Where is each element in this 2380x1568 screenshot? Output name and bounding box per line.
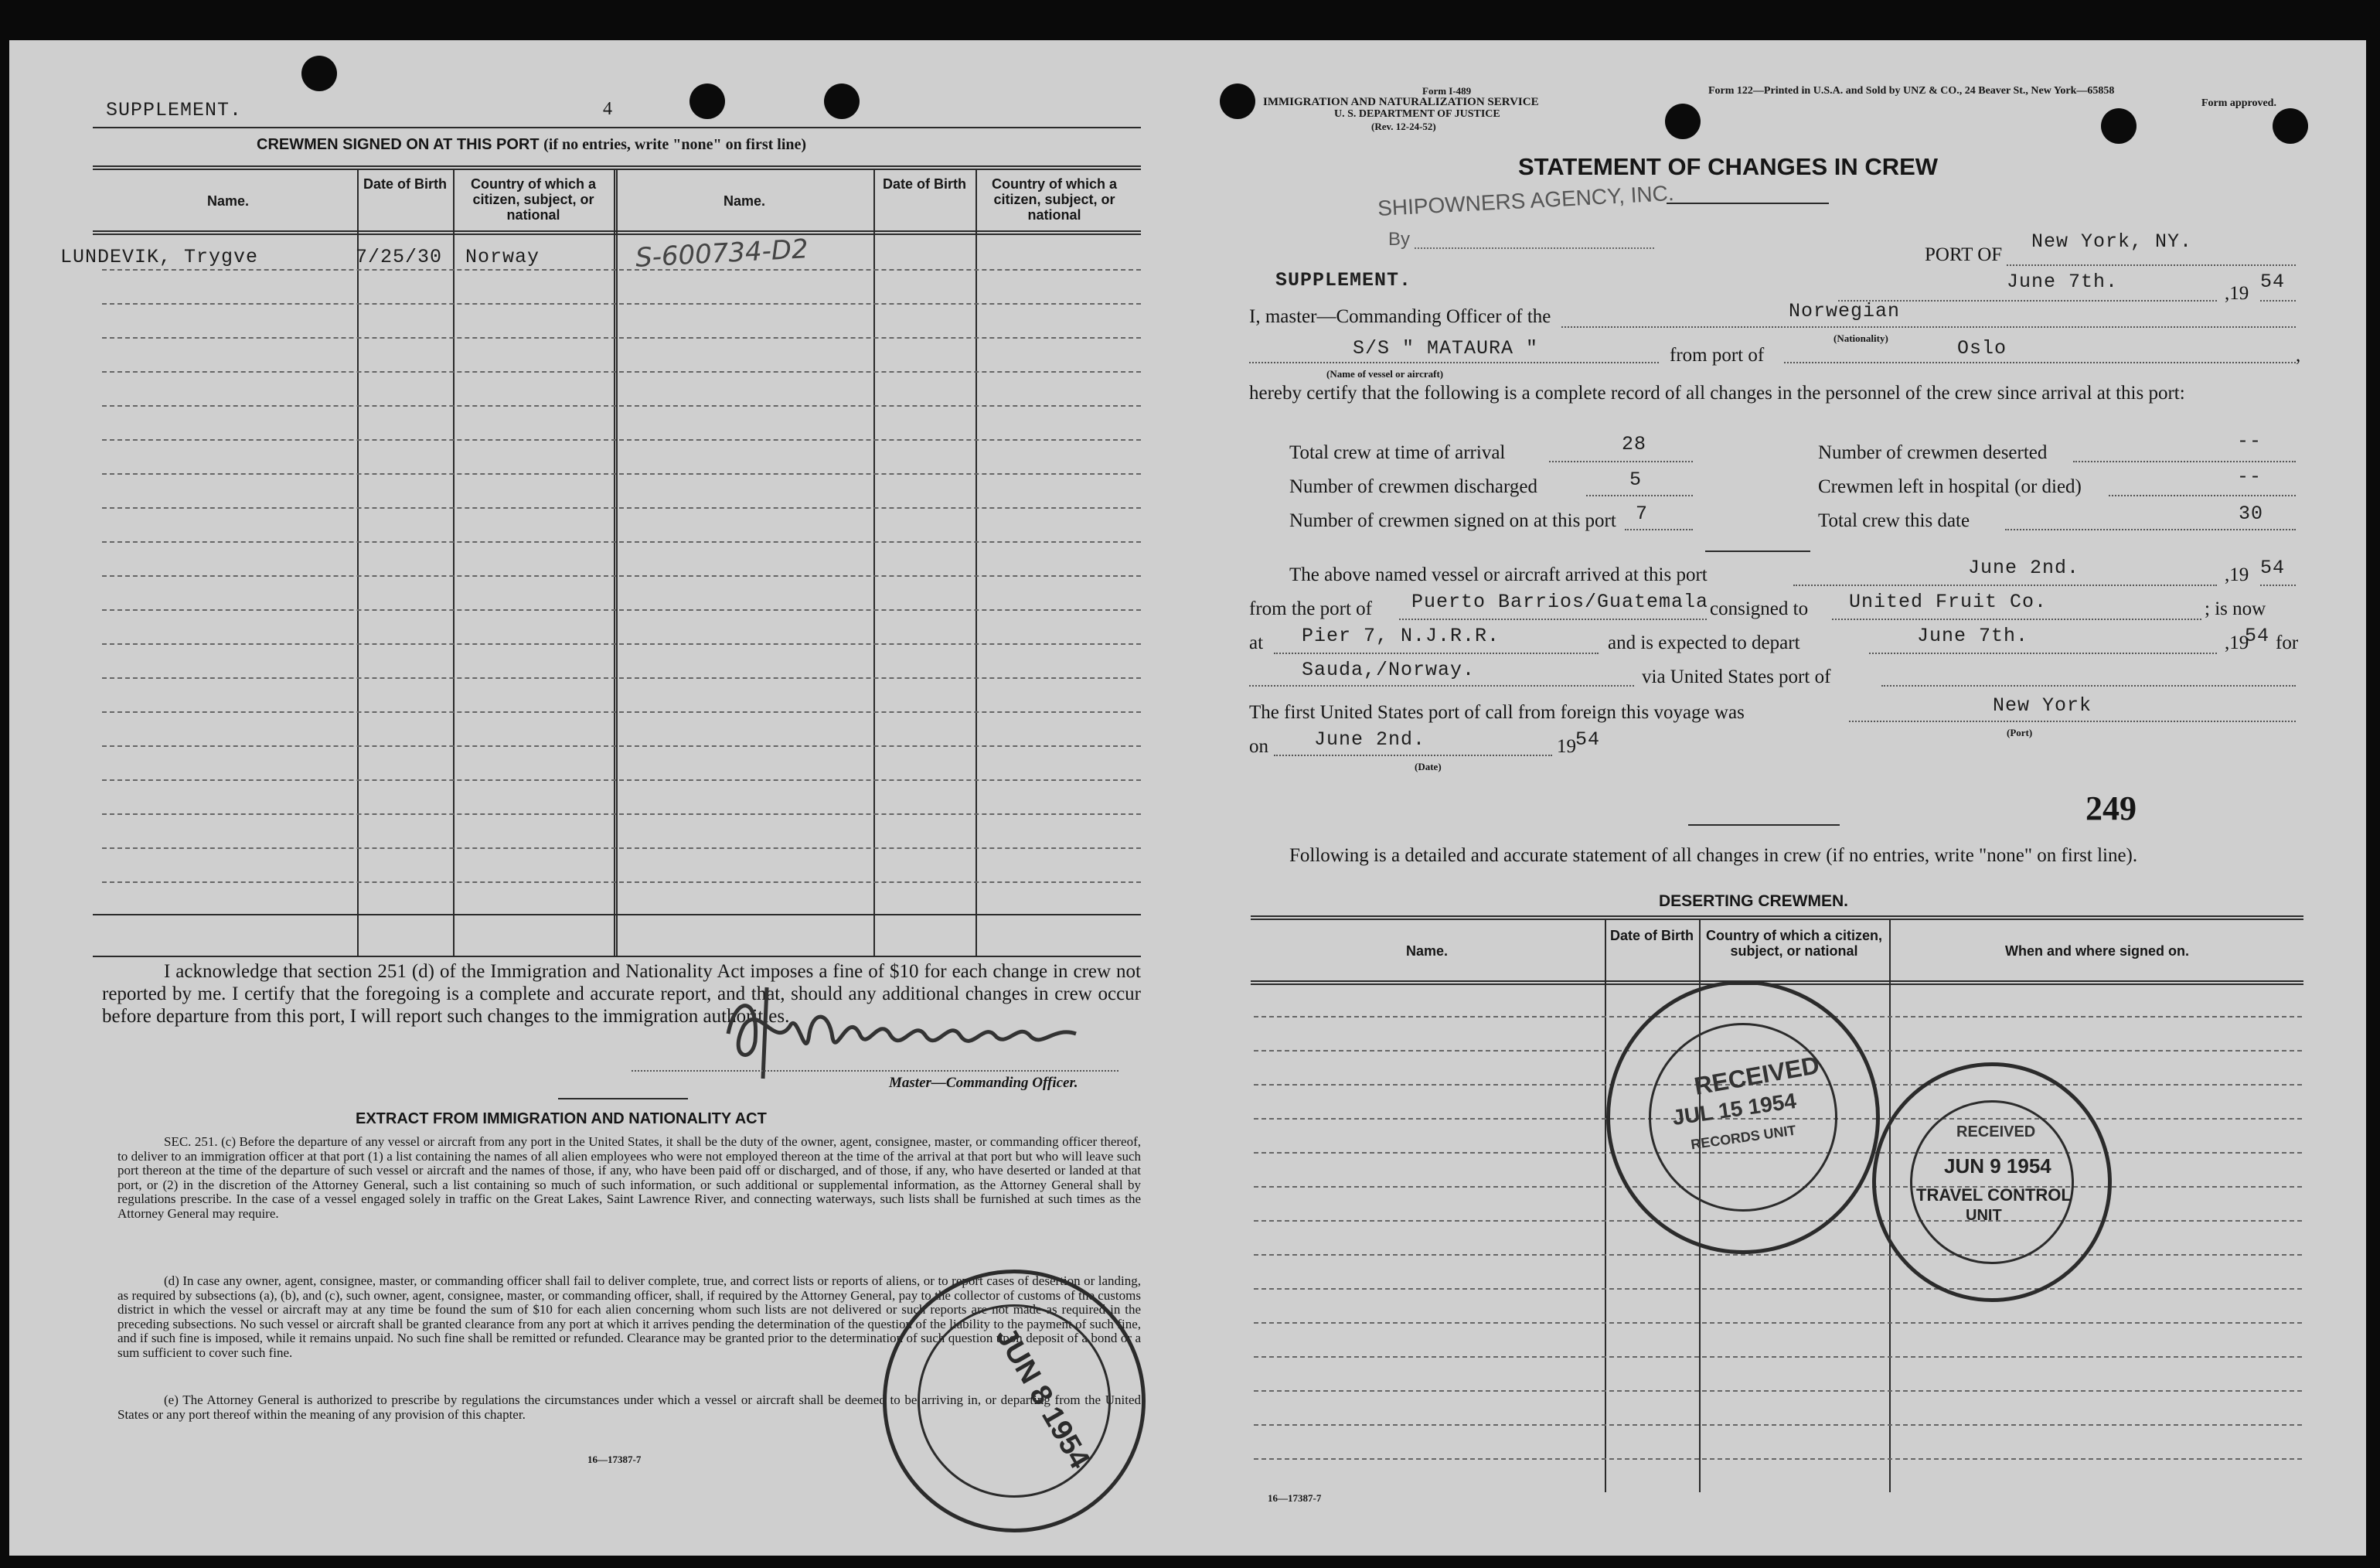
- table-row-line: [102, 507, 1141, 509]
- travel-control-stamp: RECEIVED JUN 9 1954 TRAVEL CONTROL UNIT: [1872, 1062, 2112, 1302]
- total-date-value: 30: [2239, 503, 2264, 525]
- vessel-location: Pier 7, N.J.R.R.: [1302, 625, 1500, 647]
- table-row-line: [102, 881, 1141, 883]
- signature-caption: Master—Commanding Officer.: [889, 1075, 1078, 1091]
- customs-stamp: JUN 8 1954: [883, 1270, 1146, 1532]
- hospital-value: --: [2237, 465, 2263, 488]
- column-header-dob: Date of Birth: [1610, 928, 1694, 943]
- table-row-line: [102, 609, 1141, 611]
- first-port-year: 54: [1575, 728, 1601, 751]
- printer-line: Form 122—Printed in U.S.A. and Sold by UNZ & CO., 24 Beaver St., New York—65858: [1708, 85, 2115, 97]
- punch-hole: [2273, 108, 2308, 144]
- from-port-value: Oslo: [1957, 337, 2007, 360]
- destination: Sauda,/Norway.: [1302, 659, 1476, 681]
- consigned-label: consigned to: [1710, 598, 1809, 619]
- arrived-label: The above named vessel or aircraft arrived at this port: [1289, 564, 1708, 585]
- agency-stamp: SHIPOWNERS AGENCY, INC.: [1377, 180, 1675, 221]
- form-title: STATEMENT OF CHANGES IN CREW: [1518, 153, 1939, 180]
- from-port-label: from port of: [1670, 345, 1765, 366]
- punch-hole: [301, 56, 337, 91]
- table-row-line: [1254, 1356, 2302, 1358]
- acknowledgement-text: I acknowledge that section 251 (d) of the Immigration and Nationality Act imposes a fine of $10 for each change in crew not reported by me. I certify that the foregoing is a complete and accurate report, and that, should any additional changes in crew occur before departure from this port, I will report such changes to the immigration authorities.: [102, 961, 1141, 1027]
- table-row-line: [102, 473, 1141, 475]
- arrived-year: 54: [2260, 557, 2286, 579]
- report-date: June 7th.: [2007, 271, 2119, 293]
- table-row-line: [102, 303, 1141, 305]
- table-row-line: [102, 677, 1141, 679]
- port-value: New York, NY.: [2031, 230, 2193, 253]
- table-row-line: [102, 405, 1141, 407]
- print-code-right: 16—17387-7: [1268, 1492, 1322, 1504]
- depart-date: June 7th.: [1917, 625, 2029, 647]
- table-row-line: [102, 813, 1141, 815]
- column-header-dob: Date of Birth: [363, 176, 447, 192]
- table-row-line: [102, 541, 1141, 543]
- table-row-line: [102, 575, 1141, 577]
- table-row-line: [1254, 1390, 2302, 1392]
- origin-port: Puerto Barrios/Guatemala: [1411, 591, 1709, 613]
- section-title: CREWMEN SIGNED ON AT THIS PORT (if no entries, write "none" on first line): [257, 136, 807, 153]
- table-row-line: [1254, 1254, 2302, 1256]
- nationality-caption: (Nationality): [1834, 332, 1888, 344]
- form-number: Form I-489: [1422, 85, 1472, 97]
- depart-year: 54: [2245, 625, 2270, 647]
- form-revision: (Rev. 12-24-52): [1371, 121, 1436, 132]
- extract-section-e: (e) The Attorney General is authorized to prescribe by regulations the circumstances under which a vessel or aircraft shall be deemed to be arriving in, or departing from the United States or any port thereof within the meaning of any provision of this chapter.: [117, 1392, 1141, 1422]
- nationality-value: Norwegian: [1789, 300, 1901, 322]
- agency-line-1: IMMIGRATION AND NATURALIZATION SERVICE: [1263, 96, 1539, 108]
- punch-hole: [1220, 84, 1255, 119]
- certify-text: hereby certify that the following is a complete record of all changes in the personnel of the crew since arrival at this port:: [1249, 383, 2185, 404]
- extract-section-d: (d) In case any owner, agent, consignee, master, or commanding officer shall fail to deliver complete, true, and correct lists or reports of aliens, or to report cases of desertion or landing, as required by subsections (a), (b), and (c), such owner, agent, consignee, master, or commanding officer, shall, if required by the Attorney General, pay to the collector of customs of the customs district in which the vessel or aircraft may at any time be found the sum of $10 for each alien concerning whom such lists are not delivered or such reports are not made as required in the preceding subsections. No such vessel or aircraft shall be granted clearance from any port at which it arrives pending the determination of the question of the liability to the payment of such fine, and if such fine is imposed, while it remains unpaid. No such fine shall be remitted or refunded. Clearance may be granted prior to the determination of such question upon deposit of a bond or a sum sufficient to cover such fine.: [117, 1273, 1141, 1360]
- table-row-line: [102, 779, 1141, 781]
- crew-entry-name: LUNDEVIK, Trygve: [60, 246, 259, 268]
- crew-entry-country: Norway: [465, 246, 540, 268]
- column-header-name-2: Name.: [723, 193, 766, 209]
- table-row-line: [102, 847, 1141, 849]
- left-page: [9, 40, 1183, 1556]
- table-row-line: [1254, 1288, 2302, 1290]
- supplement-label-right: SUPPLEMENT.: [1275, 269, 1412, 291]
- table-row-line: [102, 439, 1141, 441]
- table-row-line: [102, 371, 1141, 373]
- page-number: 4: [603, 99, 612, 119]
- column-header-country-2: Country of which a citizen, subject, or national: [992, 176, 1117, 223]
- print-code: 16—17387-7: [587, 1454, 642, 1465]
- table-row-line: [1254, 1424, 2302, 1426]
- column-header-name: Name.: [206, 193, 250, 209]
- vessel-value: S/S " MATAURA ": [1353, 337, 1539, 360]
- supplement-label: SUPPLEMENT.: [106, 99, 243, 121]
- table-row-line: [102, 269, 1141, 271]
- deserted-value: --: [2237, 430, 2263, 452]
- agency-stamp-by: By: [1388, 229, 1411, 250]
- signed-on-value: 7: [1636, 503, 1649, 525]
- extract-title: EXTRACT FROM IMMIGRATION AND NATIONALITY ACT: [356, 1110, 767, 1127]
- vessel-caption: (Name of vessel or aircraft): [1326, 368, 1444, 380]
- column-header-country: Country of which a citizen, subject, or national: [471, 176, 596, 223]
- first-port-date: June 2nd.: [1314, 728, 1426, 751]
- from-port-of-label: from the port of: [1249, 598, 1372, 619]
- received-records-stamp: RECEIVED JUL 15 1954 RECORDS UNIT: [1606, 980, 1880, 1254]
- column-header-signed-on: When and where signed on.: [2004, 943, 2190, 959]
- punch-hole: [1665, 104, 1701, 139]
- agency-line-2: U. S. DEPARTMENT OF JUSTICE: [1334, 108, 1500, 120]
- crew-entry-dob: 7/25/30: [356, 246, 443, 268]
- punch-hole: [689, 84, 725, 119]
- punch-hole: [2101, 108, 2137, 144]
- table-row-line: [102, 643, 1141, 645]
- table-row-line: [102, 745, 1141, 747]
- following-text: Following is a detailed and accurate statement of all changes in crew (if no entries, write "none" on first line).: [1289, 845, 2138, 866]
- deserting-title: DESERTING CREWMEN.: [1659, 892, 1849, 910]
- total-arrival-value: 28: [1622, 433, 1647, 455]
- extract-section-c: SEC. 251. (c) Before the departure of any vessel or aircraft from any port in the United States, it shall be the duty of the owner, agent, consignee, master, or commanding officer thereof, to deliver to an immigration officer at that port (1) a list containing the names of all alien employees who were not employed thereon at the time of the arrival at that port but who will leave such port thereon at the time of the departure of such vessel or aircraft and the names of those, if any, who have been paid off or discharged, and of those, if any, who have deserted or landed at that port, or (2) in the discretion of the Attorney General, such a list containing so much of such information, or such additional or supplemental information, as the Attorney General shall by regulations prescribe. In the case of a vessel engaged solely in traffic on the Great Lakes, Saint Lawrence River, and connecting waterways, such lists shall be furnished at such times as the Attorney General may require.: [117, 1134, 1141, 1221]
- column-header-name: Name.: [1405, 943, 1449, 959]
- column-header-dob-2: Date of Birth: [883, 176, 966, 192]
- table-row-line: [102, 711, 1141, 713]
- table-row-line: [102, 337, 1141, 339]
- form-approved: Form approved.: [2201, 97, 2276, 109]
- right-page: Form I-489 IMMIGRATION AND NATURALIZATION SERVICE U. S. DEPARTMENT OF JUSTICE (Rev. 12-24-52) Form 122—Printed in U.S.A. and Sold by UNZ & CO., 24 Beaver St., New York—65858 Form approved. STATEMENT OF CHANGES IN CREW SHIPOWNERS AGENCY, INC. By PORT OF New York, NY. SUPPLEMENT. June 7th. ,19 54 I, master—Commanding Officer of the Norwegian (Nationality) S/S " MATAURA " (Name of vessel or aircraft) from port of Oslo , hereby certify that the following is a complete record of all changes in the personnel of the crew since arrival at this port: Total crew at time of arrival 28 Number of crewmen deserted -- Number of crewmen discharged 5 Crewmen left in hospital (or died) -- Number of crewmen signed on at this port 7 Total crew this date 30 The above named vessel or aircraft arrived at this port June 2nd. ,19 54 from the port of Puerto Barrios/Guatemala consigned to United Fruit Co. ; is now at Pier 7, N.J.R.R. and is expected to depart June 7th. ,19 54 for Sauda,/Norway. via United States port of The first United States port of call from foreign this voyage was New York (Port) on June 2nd. 19 54 (Date) 249 Following is a detailed and accurate statement of all changes in crew (if no entries, write "none" on first line). DESERTING CREWMEN. Name. Date of Birth Country of which a citizen, subject, or national When and where signed on. 16—17387-7 RECEIVED JUL 15 1954 RECORDS UNIT RECEIVED JUN 9 1954 TRAVEL CONTROL UNIT: [1183, 40, 2366, 1556]
- consignee: United Fruit Co.: [1849, 591, 2048, 613]
- master-signature: [713, 980, 1115, 1080]
- arrived-date: June 2nd.: [1968, 557, 2080, 579]
- punch-hole: [824, 84, 860, 119]
- first-port-value: New York: [1993, 694, 2092, 717]
- report-year: 54: [2260, 271, 2286, 293]
- port-label: PORT OF: [1925, 244, 2003, 265]
- master-line: I, master—Commanding Officer of the: [1249, 306, 1551, 327]
- discharged-value: 5: [1629, 469, 1643, 491]
- handwritten-number: 249: [2085, 789, 2137, 827]
- handwritten-file-number: S-600734-D2: [635, 233, 809, 274]
- table-row-line: [1254, 1458, 2302, 1460]
- table-row-line: [1254, 1322, 2302, 1324]
- first-port-label: The first United States port of call from foreign this voyage was: [1249, 702, 1745, 723]
- column-header-country: Country of which a citizen, subject, or national: [1705, 928, 1882, 959]
